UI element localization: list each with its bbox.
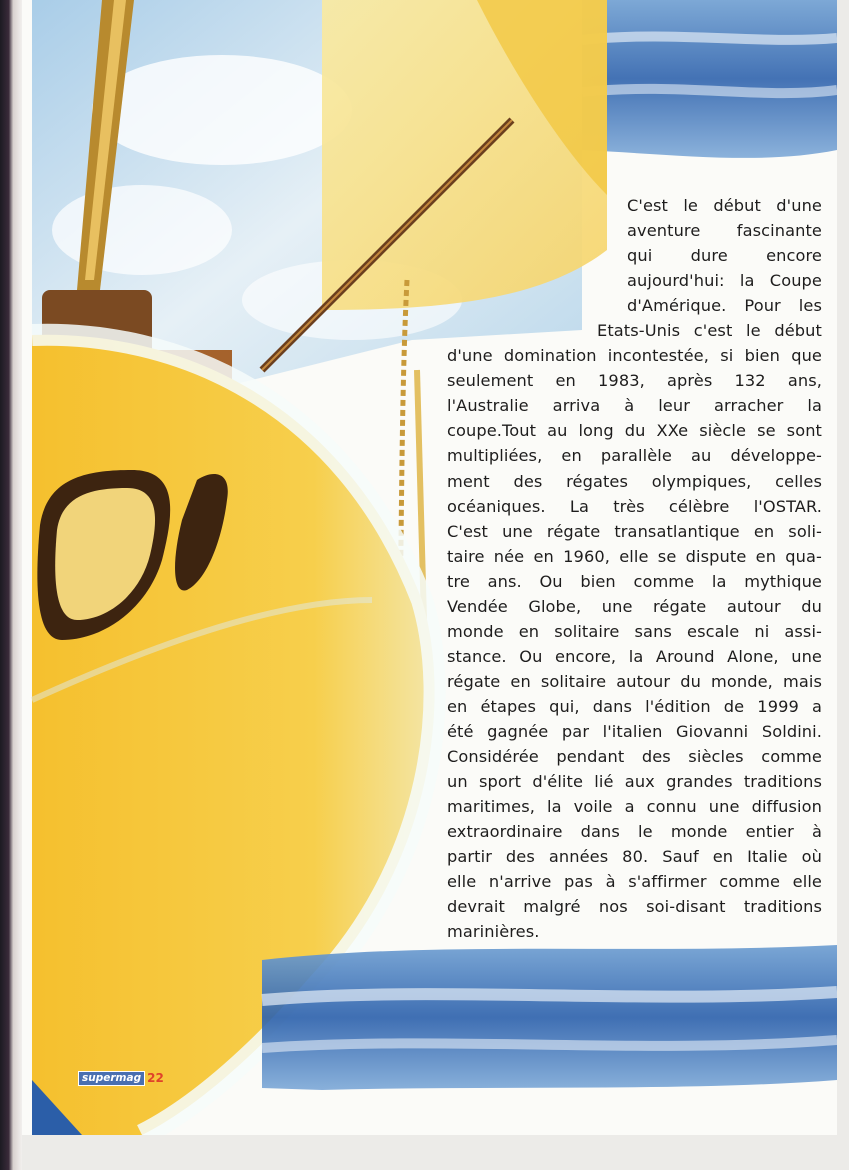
text-line: l'Australie arriva à leur arracher la	[447, 396, 822, 416]
text-line: devrait malgré nos soi-disant traditions	[447, 897, 822, 917]
article-text	[447, 193, 822, 944]
text-line: qui dure encore	[627, 246, 822, 266]
page-number: 22	[147, 1071, 164, 1085]
text-line: en étapes qui, dans l'édition de 1999 a	[447, 696, 822, 716]
text-line: stance. Ou encore, la Around Alone, une	[447, 646, 822, 666]
text-line: d'une domination incontestée, si bien que	[447, 346, 822, 366]
text-line: Etats-Unis c'est le début	[597, 321, 822, 341]
text-line: d'Amérique. Pour les	[627, 296, 822, 316]
text-line: coupe.Tout au long du XXe siècle se sont	[447, 421, 822, 441]
text-line: C'est une régate transatlantique en soli-	[447, 521, 822, 541]
text-line: tre ans. Ou bien comme la mythique	[447, 571, 822, 591]
text-line: maritimes, la voile a connu une diffusion	[447, 797, 822, 817]
text-line: C'est le début d'une	[627, 196, 822, 215]
page-footer	[78, 1071, 164, 1086]
text-line: aventure fascinante	[627, 221, 822, 241]
text-line: multipliées, en parallèle au développe-	[447, 446, 822, 466]
text-line: seulement en 1983, après 132 ans,	[447, 371, 822, 391]
text-line: Considérée pendant des siècles comme	[447, 747, 822, 767]
text-line: Vendée Globe, une régate autour du	[447, 596, 822, 616]
text-line: ment des régates olympiques, celles	[447, 471, 822, 491]
text-line: océaniques. La très célèbre l'OSTAR.	[447, 496, 822, 516]
text-line: aujourd'hui: la Coupe	[627, 271, 822, 291]
text-line: extraordinaire dans le monde entier à	[447, 822, 822, 842]
text-line: elle n'arrive pas à s'affirmer comme elle	[447, 872, 822, 892]
text-line: taire née en 1960, elle se dispute en qua-	[447, 546, 822, 566]
magazine-page	[22, 0, 837, 1135]
text-line: été gagnée par l'italien Giovanni Soldini.	[447, 721, 822, 741]
binding-edge	[0, 0, 22, 1170]
text-line: régate en solitaire autour du monde, mais	[447, 671, 822, 691]
text-line: marinières.	[447, 922, 540, 942]
text-line: monde en solitaire sans escale ni assi-	[447, 621, 822, 641]
text-line: un sport d'élite lié aux grandes traditions	[447, 772, 822, 792]
magazine-brand: supermag	[78, 1071, 145, 1086]
text-line: partir des années 80. Sauf en Italie où	[447, 847, 822, 867]
